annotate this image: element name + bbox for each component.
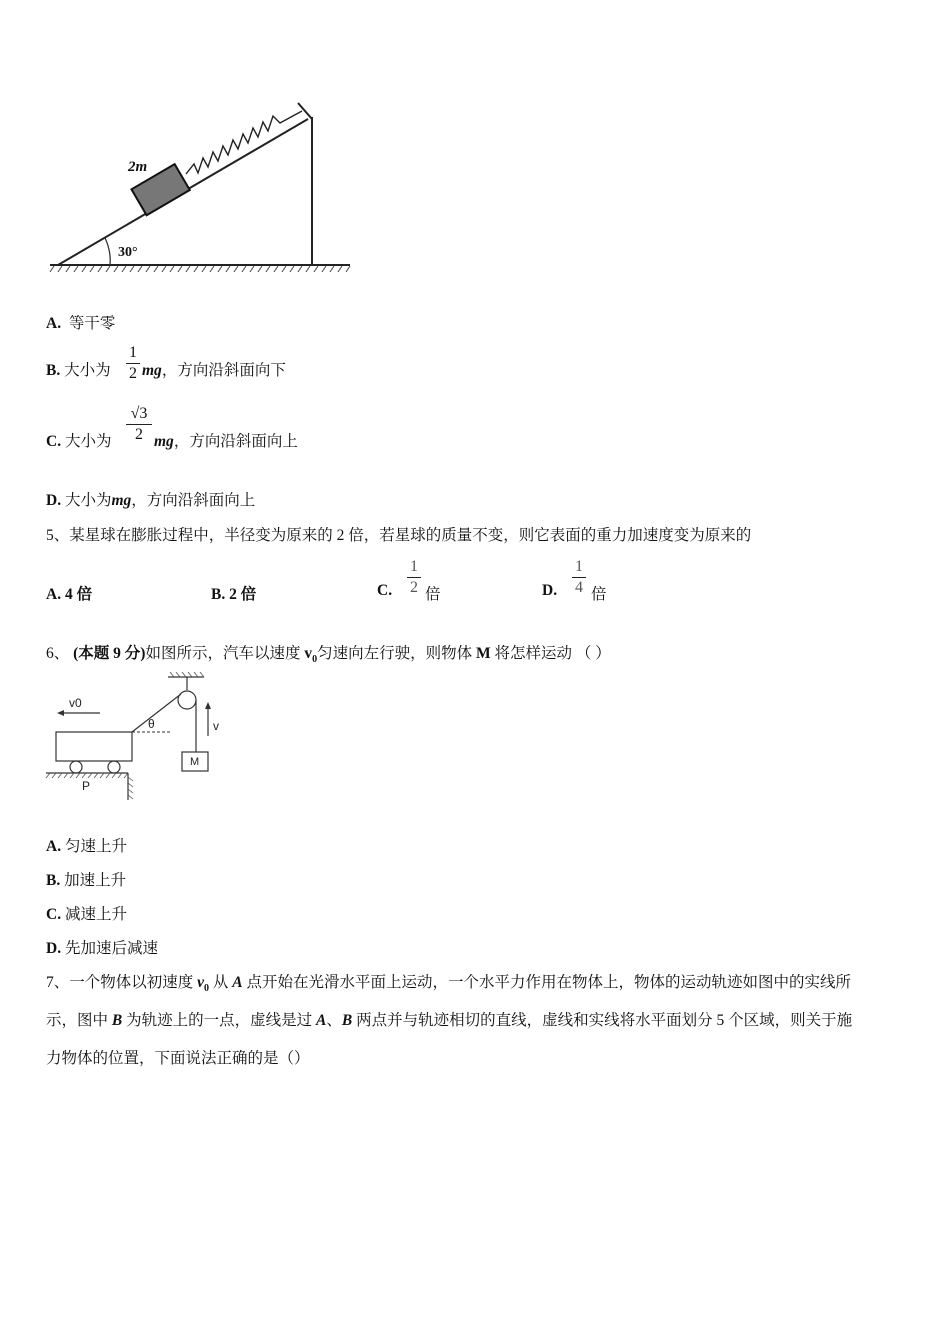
q5-option-c-fraction: 1 2 [407,558,421,597]
car-pulley-figure [42,672,242,804]
angle-label: 30° [118,245,138,260]
q7-line-3: 力物体的位置，下面说法正确的是（） [46,1050,310,1067]
q4-option-b-fraction: 1 2 [126,344,140,383]
point-p-label: P [82,779,91,793]
q5-option-c-unit: 倍 [425,586,441,603]
q6-option-a: A. 匀速上升 [46,838,127,855]
v0-label: v0 [69,696,82,710]
velocity-v-label: v [213,719,219,733]
q5-option-d-unit: 倍 [591,586,607,603]
q6-option-c: C. 减速上升 [46,906,127,923]
incline-spring-figure [40,95,360,280]
q4-option-c: C. 大小为 [46,433,112,450]
q6-stem: 6、 (本题 9 分)如图所示，汽车以速度 $v_0$匀速向左行驶，则物体 M 将怎样运动 （ ） [46,645,611,666]
q6-option-d: D. 先加速后减速 [46,940,158,957]
q4-option-c-fraction: √3 2 [126,405,152,444]
q4-option-d: D. 大小为mg，方向沿斜面向上 [46,492,256,509]
mass-label: 2m [128,159,148,175]
q5-option-a: A. 4 倍 [46,586,93,603]
q7-line-1: 7、一个物体以初速度 $v_0$ 从 A 点开始在光滑水平面上运动，一个水平力作用在物体上，物体的运动轨迹如图中的实线所 [46,974,852,995]
mass-m-label: M [190,756,200,768]
q4-option-a: A. 等干零 [46,315,116,332]
q5-option-b: B. 2 倍 [211,586,257,603]
q5-stem: 5、某星球在膨胀过程中，半径变为原来的 2 倍，若星球的质量不变，则它表面的重力加速度变为原来的 [46,527,752,544]
q7-line-2: 示，图中 B 为轨迹上的一点，虚线是过 A、B 两点并与轨迹相切的直线，虚线和实线将水平面划分 5 个区域，则关于施 [46,1012,853,1029]
q5-option-d-fraction: 1 4 [572,558,586,597]
q5-option-c: C. [377,582,393,599]
q4-option-c-rest: mg，方向沿斜面向上 [154,433,298,450]
q4-option-b: B. 大小为 [46,362,111,379]
theta-label: θ [148,717,155,731]
q4-option-b-rest: mg，方向沿斜面向下 [142,362,286,379]
q6-option-b: B. 加速上升 [46,872,127,889]
q5-option-d: D. [542,582,558,599]
